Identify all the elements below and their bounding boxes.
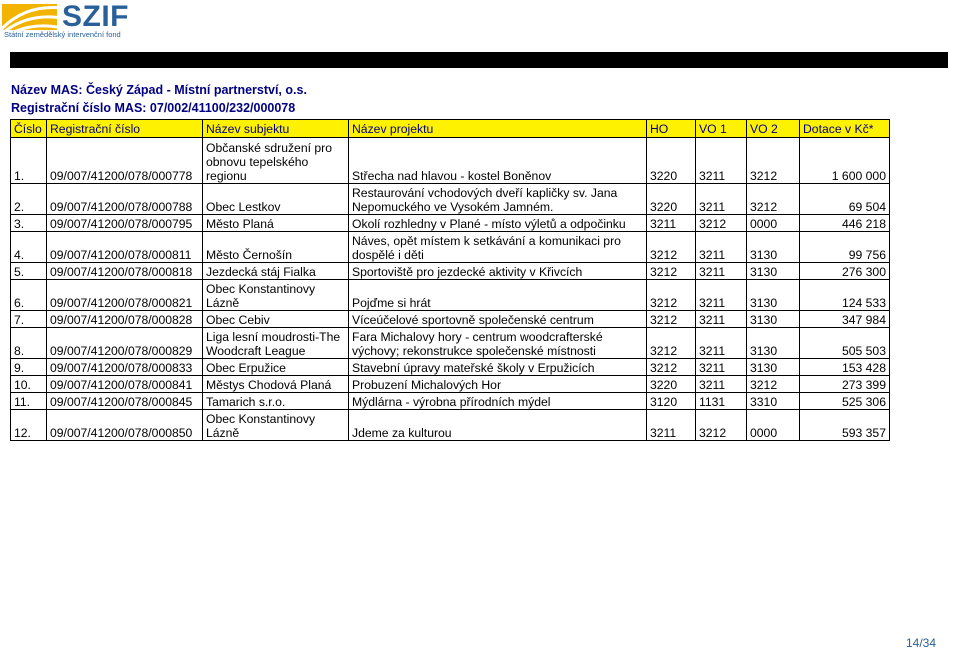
ho-code: 3120 [647, 393, 696, 410]
header-cell: VO 2 [747, 120, 800, 138]
table-row [11, 232, 890, 263]
registration-number: 09/007/41200/078/000778 [47, 138, 203, 184]
subject-name: Tamarich s.r.o. [203, 393, 349, 410]
row-number: 12. [11, 410, 47, 441]
table-row [11, 311, 890, 328]
grant-table [10, 119, 890, 441]
grant-amount: 525 306 [800, 393, 890, 410]
grant-amount: 273 399 [800, 376, 890, 393]
table-row [11, 393, 890, 410]
registration-number: 09/007/41200/078/000829 [47, 328, 203, 359]
grant-amount: 69 504 [800, 184, 890, 215]
ho-code: 3220 [647, 138, 696, 184]
vo1-code: 3211 [696, 376, 747, 393]
ho-code: 3211 [647, 215, 696, 232]
project-name: Fara Michalovy hory - centrum woodcrafterské výchovy; rekonstrukce společenské místnosti [349, 328, 647, 359]
header-divider [10, 52, 948, 68]
table-row [11, 376, 890, 393]
project-name: Střecha nad hlavou - kostel Boněnov [349, 138, 647, 184]
registration-number: 09/007/41200/078/000833 [47, 359, 203, 376]
row-number: 6. [11, 280, 47, 311]
vo2-code: 3130 [747, 311, 800, 328]
vo1-code: 3211 [696, 311, 747, 328]
ho-code: 3220 [647, 184, 696, 215]
vo1-code: 1131 [696, 393, 747, 410]
szif-logo [2, 2, 142, 42]
header-cell: Název subjektu [203, 120, 349, 138]
grant-amount: 446 218 [800, 215, 890, 232]
vo2-code: 3212 [747, 138, 800, 184]
table-row [11, 215, 890, 232]
vo2-code: 3130 [747, 359, 800, 376]
vo1-code: 3211 [696, 359, 747, 376]
project-name: Jdeme za kulturou [349, 410, 647, 441]
ho-code: 3211 [647, 410, 696, 441]
wheat-icon [2, 4, 57, 30]
subject-name: Obec Lestkov [203, 184, 349, 215]
vo2-code: 3130 [747, 263, 800, 280]
header-cell: Dotace v Kč* [800, 120, 890, 138]
table-row [11, 359, 890, 376]
header-cell: HO [647, 120, 696, 138]
table-row [11, 263, 890, 280]
vo2-code: 3310 [747, 393, 800, 410]
table-row [11, 280, 890, 311]
vo1-code: 3211 [696, 138, 747, 184]
subject-name: Jezdecká stáj Fialka [203, 263, 349, 280]
vo2-code: 3212 [747, 184, 800, 215]
table-row [11, 138, 890, 184]
ho-code: 3212 [647, 328, 696, 359]
row-number: 9. [11, 359, 47, 376]
registration-number: 09/007/41200/078/000821 [47, 280, 203, 311]
table-row [11, 328, 890, 359]
mas-registration: Registrační číslo MAS: 07/002/41100/232/000078 [11, 101, 296, 115]
row-number: 5. [11, 263, 47, 280]
vo1-code: 3211 [696, 184, 747, 215]
logo-subtitle: Státní zemědělský intervenční fond [4, 30, 121, 39]
ho-code: 3220 [647, 376, 696, 393]
grant-amount: 99 756 [800, 232, 890, 263]
row-number: 4. [11, 232, 47, 263]
project-name: Stavební úpravy mateřské školy v Erpužicích [349, 359, 647, 376]
table-header-row [11, 120, 890, 138]
vo1-code: 3211 [696, 232, 747, 263]
header-cell: Název projektu [349, 120, 647, 138]
vo2-code: 0000 [747, 410, 800, 441]
page-number: 14/34 [906, 636, 937, 650]
vo1-code: 3211 [696, 328, 747, 359]
subject-name: Obec Cebiv [203, 311, 349, 328]
grant-amount: 593 357 [800, 410, 890, 441]
logo-brand: SZIF [62, 0, 129, 33]
vo2-code: 3130 [747, 280, 800, 311]
vo1-code: 3212 [696, 215, 747, 232]
project-name: Náves, opět místem k setkávání a komunikaci pro dospělé i děti [349, 232, 647, 263]
project-name: Restaurování vchodových dveří kapličky sv. Jana Nepomuckého ve Vysokém Jamném. [349, 184, 647, 215]
vo1-code: 3211 [696, 280, 747, 311]
vo1-code: 3211 [696, 263, 747, 280]
subject-name: Obec Konstantinovy Lázně [203, 410, 349, 441]
subject-name: Obec Konstantinovy Lázně [203, 280, 349, 311]
row-number: 1. [11, 138, 47, 184]
registration-number: 09/007/41200/078/000850 [47, 410, 203, 441]
registration-number: 09/007/41200/078/000811 [47, 232, 203, 263]
header-cell: Číslo [11, 120, 47, 138]
registration-number: 09/007/41200/078/000845 [47, 393, 203, 410]
subject-name: Obec Erpužice [203, 359, 349, 376]
grant-amount: 124 533 [800, 280, 890, 311]
ho-code: 3212 [647, 359, 696, 376]
subject-name: Liga lesní moudrosti-The Woodcraft League [203, 328, 349, 359]
row-number: 8. [11, 328, 47, 359]
registration-number: 09/007/41200/078/000818 [47, 263, 203, 280]
subject-name: Městys Chodová Planá [203, 376, 349, 393]
project-name: Sportoviště pro jezdecké aktivity v Křivcích [349, 263, 647, 280]
table-row [11, 184, 890, 215]
project-name: Probuzení Michalových Hor [349, 376, 647, 393]
subject-name: Město Černošín [203, 232, 349, 263]
header-cell: VO 1 [696, 120, 747, 138]
registration-number: 09/007/41200/078/000788 [47, 184, 203, 215]
grant-amount: 1 600 000 [800, 138, 890, 184]
project-name: Víceúčelové sportovně společenské centrum [349, 311, 647, 328]
registration-number: 09/007/41200/078/000795 [47, 215, 203, 232]
row-number: 11. [11, 393, 47, 410]
grant-amount: 347 984 [800, 311, 890, 328]
ho-code: 3212 [647, 280, 696, 311]
registration-number: 09/007/41200/078/000841 [47, 376, 203, 393]
ho-code: 3212 [647, 232, 696, 263]
subject-name: Město Planá [203, 215, 349, 232]
project-name: Mýdlárna - výrobna přírodních mýdel [349, 393, 647, 410]
table-row [11, 410, 890, 441]
project-name: Pojďme si hrát [349, 280, 647, 311]
row-number: 10. [11, 376, 47, 393]
grant-amount: 505 503 [800, 328, 890, 359]
mas-name: Název MAS: Český Západ - Místní partnerství, o.s. [11, 83, 307, 97]
registration-number: 09/007/41200/078/000828 [47, 311, 203, 328]
vo2-code: 3130 [747, 328, 800, 359]
grant-amount: 276 300 [800, 263, 890, 280]
ho-code: 3212 [647, 263, 696, 280]
grant-amount: 153 428 [800, 359, 890, 376]
project-name: Okolí rozhledny v Plané - místo výletů a odpočinku [349, 215, 647, 232]
ho-code: 3212 [647, 311, 696, 328]
subject-name: Občanské sdružení pro obnovu tepelského regionu [203, 138, 349, 184]
vo2-code: 3130 [747, 232, 800, 263]
row-number: 2. [11, 184, 47, 215]
row-number: 7. [11, 311, 47, 328]
row-number: 3. [11, 215, 47, 232]
vo2-code: 0000 [747, 215, 800, 232]
header-cell: Registrační číslo [47, 120, 203, 138]
vo2-code: 3212 [747, 376, 800, 393]
vo1-code: 3212 [696, 410, 747, 441]
